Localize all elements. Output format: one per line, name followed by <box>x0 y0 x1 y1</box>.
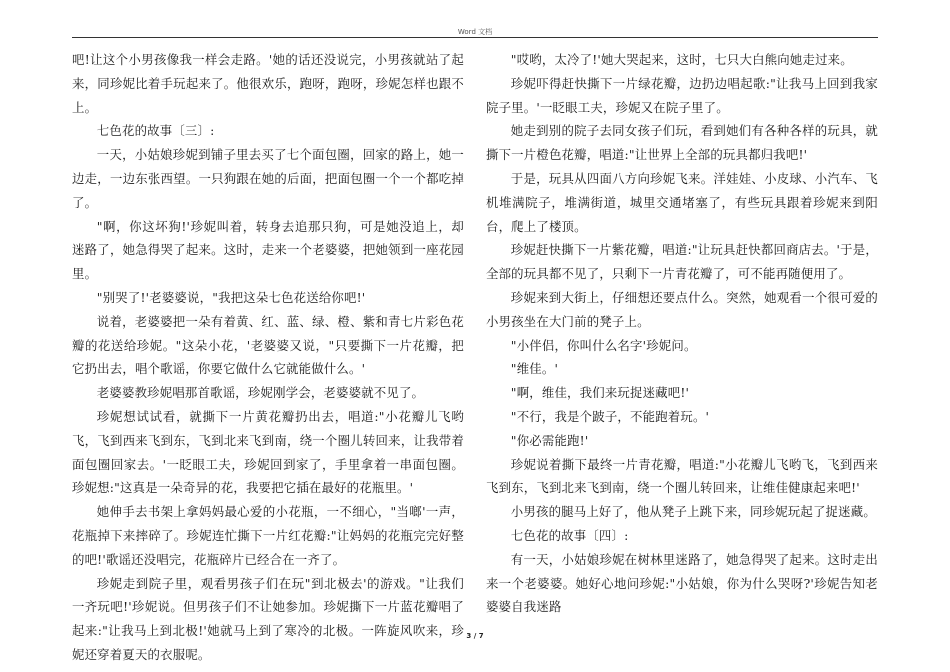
paragraph: 珍妮想试试看，就撕下一片黄花瓣扔出去，唱道:"小花瓣儿飞哟飞，飞到西来飞到东，飞到北来飞到南，绕一个圈儿转回来，让我带着面包圈回家去。'一眨眼工夫，珍妮回到家了，手里拿着一串面包圈。珍妮想:"这真是一朵奇异的花，我要把它插在最好的花瓶里。' <box>72 408 464 496</box>
page-number: 3 / 7 <box>466 632 484 640</box>
paragraph: 吧!让这个小男孩像我一样会走路。'她的话还没说完，小男孩就站了起来，同珍妮比着手玩起来了。他很欢乐，跑呀，跑呀，珍妮怎样也跟不上。 <box>72 52 464 115</box>
paragraph: 一天，小姑娘珍妮到铺子里去买了七个面包圈，回家的路上，她一边走，一边东张西望。一只狗跟在她的后面，把面包圈一个一个都吃掉了。 <box>72 147 464 210</box>
left-column <box>72 48 464 667</box>
paragraph: 珍妮说着撕下最终一片青花瓣，唱道:"小花瓣儿飞哟飞，飞到西来飞到东，飞到北来飞到南，绕一个圈儿转回来，让维佳健康起来吧!' <box>486 456 878 496</box>
paragraph: 于是，玩具从四面八方向珍妮飞来。洋娃娃、小皮球、小汽车、飞机堆满院子，堆满街道，城里交通堵塞了，有些玩具跟着珍妮来到阳台，爬上了楼顶。 <box>486 170 878 234</box>
dialogue-line: "啊，维佳，我们来玩捉迷藏吧!' <box>510 385 690 401</box>
page-header <box>0 0 950 38</box>
paragraph: 说着，老婆婆把一朵有着黄、红、蓝、绿、橙、紫和青七片彩色花瓣的花送给珍妮。"这朵小花，'老婆婆又说，"只要撕下一片花瓣，把它扔出去，唱个歌谣，你要它做什么它就能做什么。' <box>72 313 464 377</box>
paragraph: 小男孩的腿马上好了，他从凳子上跳下来，同珍妮玩起了捉迷藏。 <box>510 504 876 520</box>
header-title: Word 文档 <box>457 28 493 36</box>
dialogue-line: "你必需能跑!' <box>510 432 589 448</box>
paragraph: 珍妮来到大街上，仔细想还要点什么。突然，她观看一个很可爱的小男孩坐在大门前的凳子上。 <box>486 289 878 329</box>
dialogue-line: "维佳。' <box>510 361 559 377</box>
dialogue-line: "不行，我是个跛子，不能跑着玩。' <box>510 408 710 424</box>
paragraph: "别哭了!'老婆婆说，"我把这朵七色花送给你吧!' <box>96 289 366 305</box>
paragraph: "啊，你这坏狗!'珍妮叫着，转身去追那只狗，可是她没追上，却迷路了，她急得哭了起来。这时，走来一个老婆婆，把她领到一座花园里。 <box>72 218 464 282</box>
paragraph: 珍妮走到院子里，观看男孩子们在玩"到北极去'的游戏。"让我们一齐玩吧!'珍妮说。但男孩子们不让她参加。珍妮撕下一片蓝花瓣唱了起来:"让我马上到北极!'她就马上到了寒冷的北极。一阵旋风吹来，珍妮还穿着夏天的衣服呢。 <box>72 575 464 662</box>
paragraph: 有一天，小姑娘珍妮在树林里迷路了，她急得哭了起来。这时走出来一个老婆婆。她好心地问珍妮:"小姑娘，你为什么哭呀?'珍妮告知老婆婆自我迷路 <box>486 551 878 615</box>
paragraph: 她伸手去书架上拿妈妈最心爱的小花瓶，一不细心，"当啷'一声，花瓶掉下来摔碎了。珍妮连忙撕下一片红花瓣:"让妈妈的花瓶完完好整的吧!'歌谣还没唱完，花瓶碎片已经合在一齐了。 <box>72 504 464 567</box>
paragraph: 珍妮吓得赶快撕下一片绿花瓣，边扔边唱起歌:"让我马上回到我家院子里。'一眨眼工夫，珍妮又在院子里了。 <box>486 75 878 115</box>
paragraph: "哎哟，太冷了!'她大哭起来，这时，七只大白熊向她走过来。 <box>510 52 853 67</box>
right-column <box>486 48 878 619</box>
section-heading: 七色花的故事〔三〕: <box>96 123 215 139</box>
dialogue-line: "小伴侣，你叫什么名字'珍妮问。 <box>510 337 697 353</box>
header-rule <box>72 37 878 38</box>
paragraph: 老婆婆教珍妮唱那首歌谣，珍妮刚学会，老婆婆就不见了。 <box>96 385 425 401</box>
section-heading: 七色花的故事〔四〕: <box>510 527 629 543</box>
paragraph: 她走到别的院子去同女孩子们玩，看到她们有各种各样的玩具，就撕下一片橙色花瓣，唱道:"让世界上全部的玩具都归我吧!' <box>486 123 878 163</box>
paragraph: 珍妮赶快撕下一片紫花瓣，唱道:"让玩具赶快都回商店去。'于是，全部的玩具都不见了，只剩下一片青花瓣了，可不能再随便用了。 <box>486 242 878 282</box>
